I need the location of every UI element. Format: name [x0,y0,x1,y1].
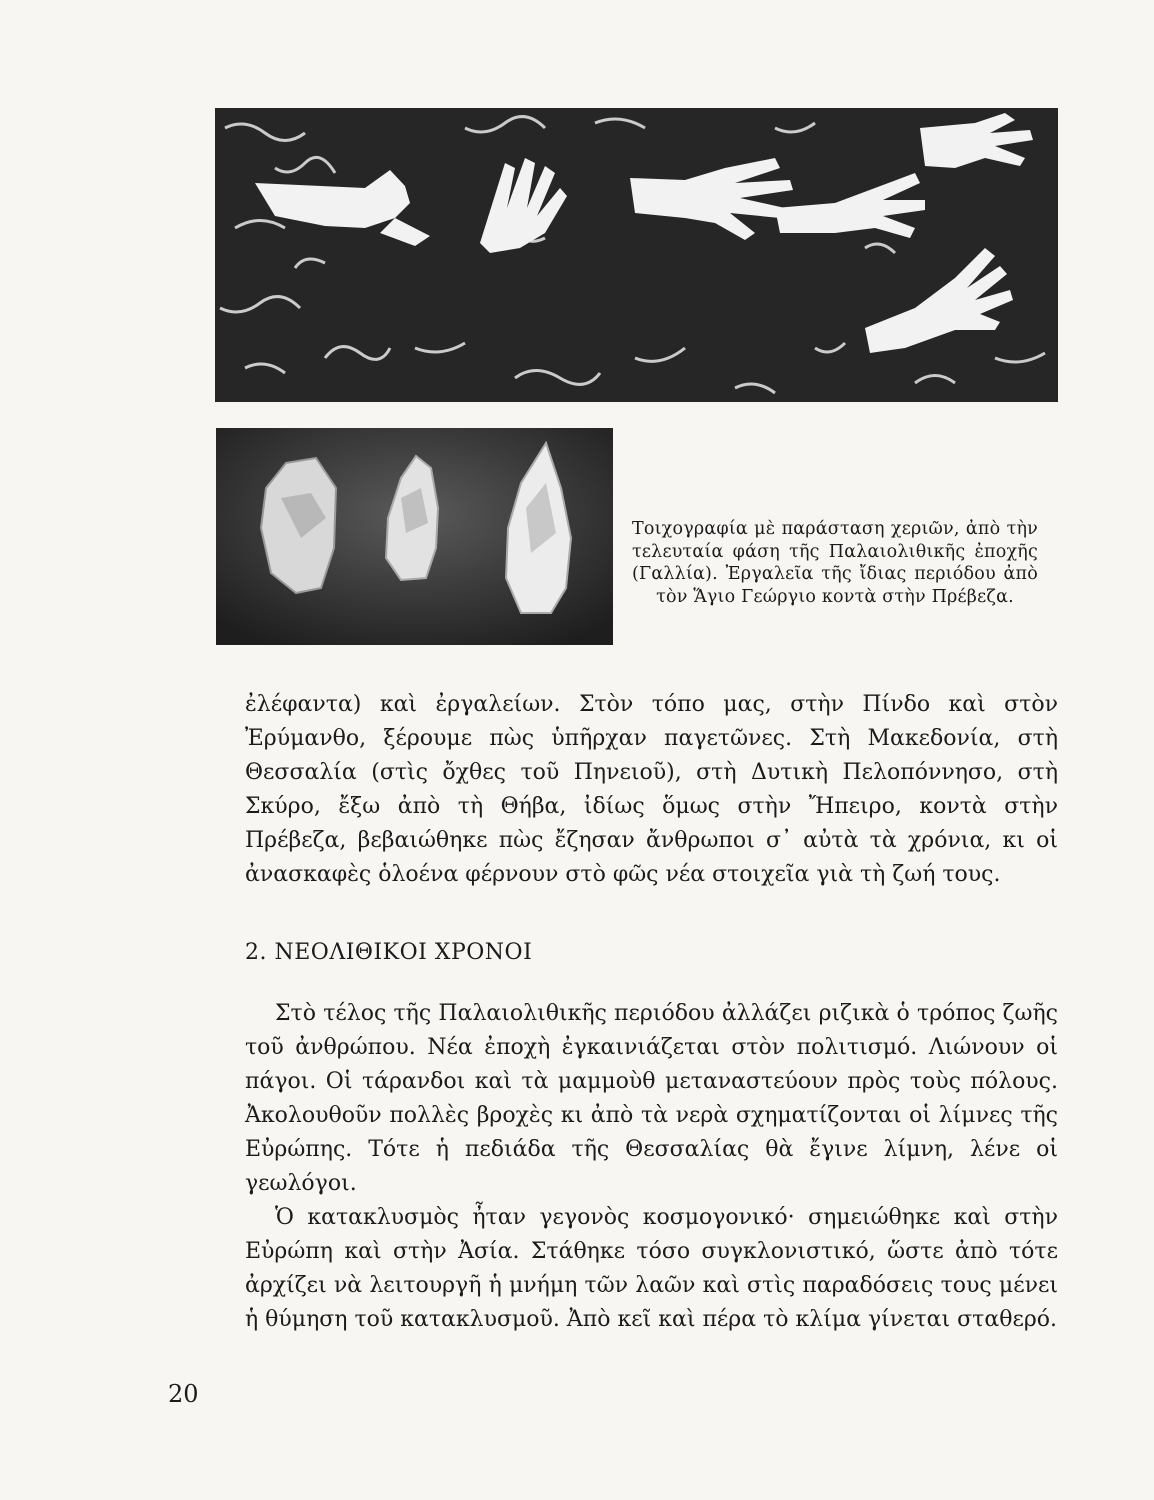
hand-stencils-illustration [215,108,1058,402]
section-heading-neolithic: 2. ΝΕΟΛΙΘΙΚΟΙ ΧΡΟΝΟΙ [245,940,533,965]
paragraph-end-of-paleolithic: Στὸ τέλος τῆς Παλαιολιθικῆς περιόδου ἀλλάζει ριζικὰ ὁ τρόπος ζωῆς τοῦ ἀνθρώπου. Νέα ἐποχὴ ἐγκαινιάζεται στὸν πολιτισμό. Λιώνουν οἱ πάγοι. Οἱ τάρανδοι καὶ τὰ μαμμοὺθ μεταναστεύουν πρὸς τοὺς πόλους. Ἀκολουθοῦν πολλὲς βροχὲς κι ἀπὸ τὰ νερὰ σχηματίζονται οἱ λίμνες τῆς Εὐρώπης. Τότε ἡ πεδιάδα τῆς Θεσσαλίας θὰ ἔγινε λίμνη, λένε οἱ γεωλόγοι. [245,1001,1058,1196]
paragraph-flood: Ὁ κατακλυσμὸς ἦταν γεγονὸς κοσμογονικό· σημειώθηκε καὶ στὴν Εὐρώπη καὶ στὴν Ἀσία. Στάθηκε τόσο συγκλονιστικό, ὥστε ἀπὸ τότε ἀρχίζει νὰ λειτουργῆ ἡ μνήμη τῶν λαῶν καὶ στὶς παραδόσεις τους μένει ἡ θύμηση τοῦ κατακλυσμοῦ. Ἀπὸ κεῖ καὶ πέρα τὸ κλίμα γίνεται σταθερό. [245,1205,1058,1332]
cave-painting-hands-image [215,108,1058,402]
paragraph-paleolithic-sites: ἐλέφαντα) καὶ ἐργαλείων. Στὸν τόπο μας, στὴν Πίνδο καὶ στὸν Ἐρύμανθο, ξέρουμε πὼς ὑπῆρχαν παγετῶνες. Στὴ Μακεδονία, στὴ Θεσσαλία (στὶς ὄχθες τοῦ Πηνειοῦ), στὴ Δυτικὴ Πελοπόννησο, στὴ Σκύρο, ἔξω ἀπὸ τὴ Θήβα, ἰδίως ὅμως στὴν Ἤπειρο, κοντὰ στὴν Πρέβεζα, βεβαιώθηκε πὼς ἔζησαν ἄνθρωποι σ᾽ αὐτὰ τὰ χρόνια, κι οἱ ἀνασκαφὲς ὁλοένα φέρνουν στὸ φῶς νέα στοιχεῖα γιὰ τὴ ζωή τους. [245,692,1058,887]
section-body [245,997,1058,1337]
figure-caption: Τοιχογραφία μὲ παράσταση χεριῶν, ἀπὸ τὴν τελευταία φάση τῆς Παλαιολιθικῆς ἐποχῆς (Γαλλία). Ἐργαλεῖα τῆς ἴδιας περιόδου ἀπὸ τὸν Ἅγιο Γεώργιο κοντὰ στὴν Πρέβεζα. [632,519,1038,607]
page-number: 20 [168,1380,199,1408]
stone-tools-illustration [216,428,613,645]
stone-tools-image [216,428,613,645]
